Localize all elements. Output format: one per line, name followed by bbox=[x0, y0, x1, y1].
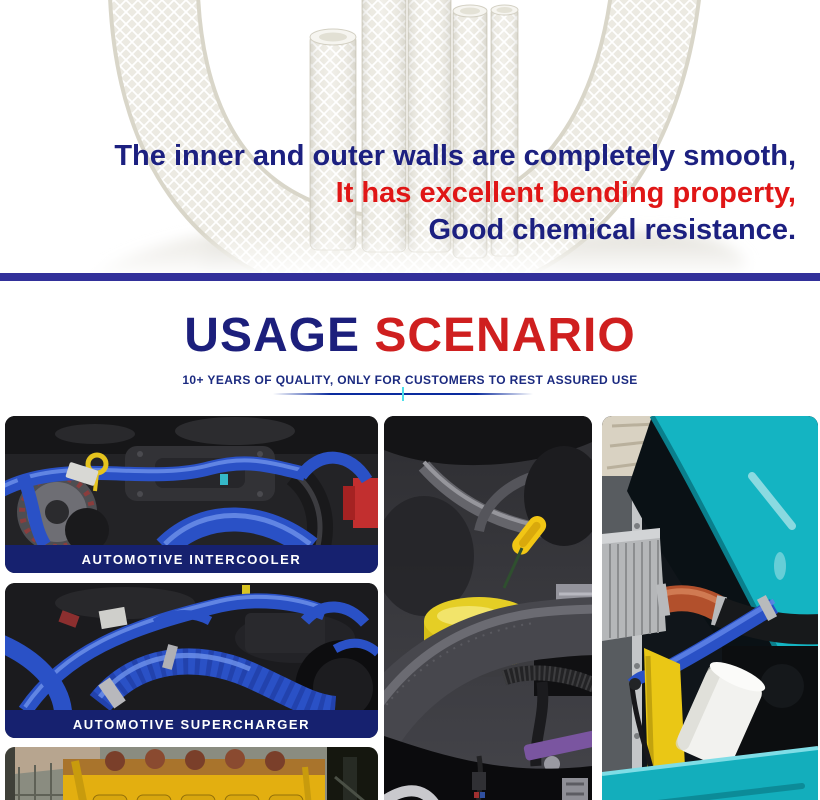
section-divider-bar bbox=[0, 273, 820, 281]
card-engine-intake bbox=[384, 416, 592, 800]
usage-subtitle: 10+ YEARS OF QUALITY, ONLY FOR CUSTOMERS TO REST ASSURED USE bbox=[182, 373, 638, 387]
hero-line-3: Good chemical resistance. bbox=[428, 214, 796, 246]
hero-line-2: It has excellent bending property, bbox=[335, 177, 796, 209]
card-automotive-intercooler bbox=[5, 416, 378, 573]
title-word-scenario: SCENARIO bbox=[374, 309, 636, 362]
underline-center-tick bbox=[402, 387, 404, 401]
card-label-supercharger: AUTOMOTIVE SUPERCHARGER bbox=[5, 710, 378, 738]
yellow-generator-engine-photo bbox=[5, 747, 378, 800]
engine-bay-intercooler-photo bbox=[5, 416, 378, 545]
hero-line-1: The inner and outer walls are completely smooth, bbox=[114, 140, 796, 172]
hero-text-block bbox=[114, 138, 796, 249]
subtitle-underline bbox=[273, 393, 533, 395]
card-teal-machine bbox=[602, 416, 818, 800]
hero-section bbox=[0, 0, 820, 273]
usage-gallery bbox=[0, 416, 820, 800]
page-title bbox=[0, 311, 820, 361]
card-label-intercooler: AUTOMOTIVE INTERCOOLER bbox=[5, 545, 378, 573]
teal-machine-open-hood-photo bbox=[602, 416, 818, 800]
title-word-usage: USAGE bbox=[184, 309, 360, 362]
gallery-column-middle bbox=[384, 416, 592, 800]
usage-scenario-header bbox=[0, 281, 820, 395]
card-generator-engine bbox=[5, 747, 378, 800]
gallery-column-left bbox=[5, 416, 378, 800]
card-automotive-supercharger bbox=[5, 583, 378, 738]
engine-bay-intake-hose-photo bbox=[384, 416, 592, 800]
gallery-column-right bbox=[602, 416, 818, 800]
engine-bay-supercharger-photo bbox=[5, 583, 378, 710]
